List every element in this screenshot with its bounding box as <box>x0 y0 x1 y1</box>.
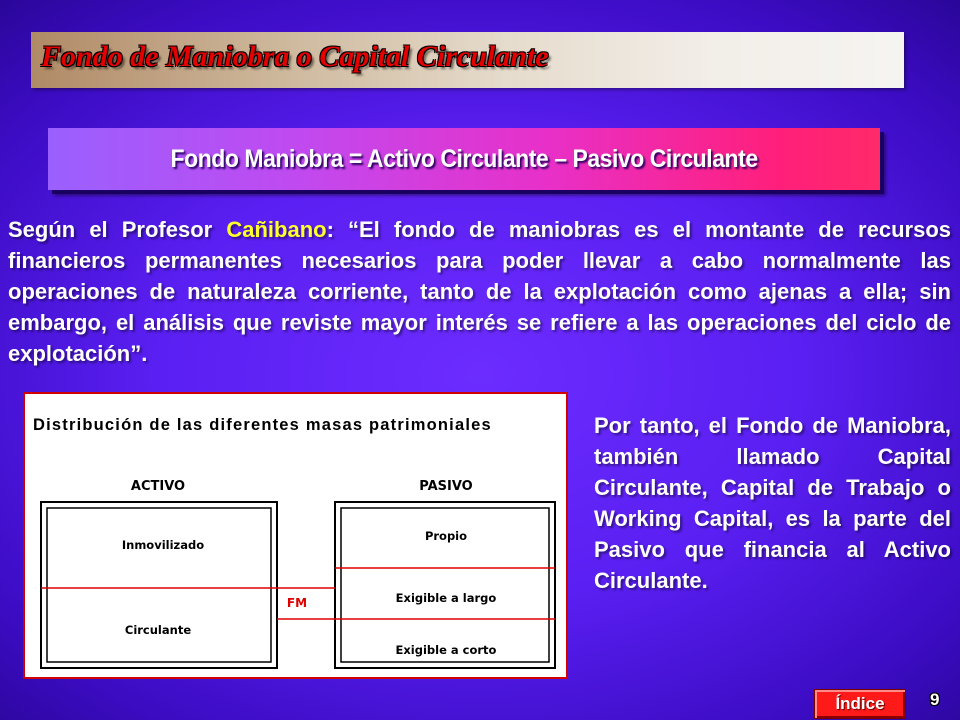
formula-text: Fondo Maniobra = Activo Circulante – Pasivo Circulante <box>170 144 758 173</box>
diagram-title: Distribución de las diferentes masas patrimoniales <box>33 416 492 434</box>
quote-paragraph <box>8 214 951 369</box>
pasivo-item-exigible-corto: Exigible a corto <box>395 643 497 657</box>
slide-title: Fondo de Maniobra o Capital Circulante <box>41 40 549 73</box>
formula-box <box>48 128 880 190</box>
pasivo-header: PASIVO <box>419 479 473 494</box>
activo-header: ACTIVO <box>130 479 186 494</box>
page-number: 9 <box>930 690 940 709</box>
activo-item-inmovilizado: Inmovilizado <box>121 538 205 552</box>
quote-intro: Según el Profesor <box>8 217 227 242</box>
explanation-paragraph: Por tanto, el Fondo de Maniobra, también llamado Capital Circulante, Capital de Trabajo o Working Capital, es la parte del Pasivo que financia al Activo Circulante. <box>594 413 951 593</box>
author-name: Cañibano <box>226 217 327 242</box>
balance-diagram <box>23 392 568 679</box>
pasivo-item-propio: Propio <box>424 529 468 543</box>
activo-item-circulante: Circulante <box>124 623 192 637</box>
quote-body: : “El fondo de maniobras es el montante de recursos financieros permanentes necesarios para poder llevar a cabo normalmente las operaciones de naturaleza corriente, tanto de la explotación como ajenas a ella; sin embargo, el análisis que reviste mayor interés se refiere a las operaciones del ciclo de explotación”. <box>8 217 951 366</box>
title-bar <box>31 32 904 88</box>
index-button[interactable]: Índice <box>814 689 906 719</box>
pasivo-item-exigible-largo: Exigible a largo <box>395 591 497 605</box>
activo-column <box>41 502 277 668</box>
fm-label: FM <box>286 596 308 610</box>
